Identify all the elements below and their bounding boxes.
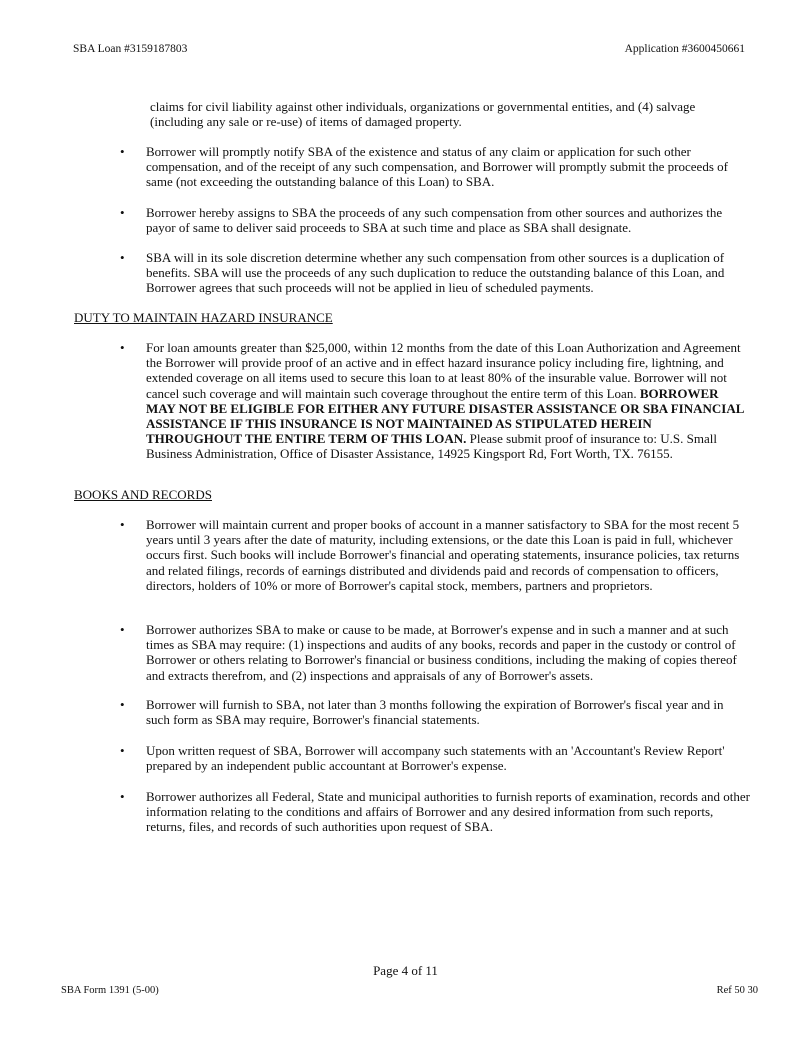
bullet-icon: • bbox=[120, 144, 125, 159]
list-item bbox=[120, 144, 750, 190]
list-item-text: Borrower will furnish to SBA, not later than 3 months following the expiration of Borrower's fiscal year and in such form as SBA may require, Borrower's financial statements. bbox=[146, 697, 724, 728]
list-item bbox=[120, 697, 750, 728]
list-item-text: SBA will in its sole discretion determine whether any such compensation from other sources is a duplication of benefits. SBA will use the proceeds of any such duplication to reduce the outstanding balance of this Loan, and Borrower agrees that such proceeds will not be applied in lieu of scheduled payments. bbox=[146, 250, 725, 296]
books-records-heading: BOOKS AND RECORDS bbox=[74, 487, 212, 502]
list-item bbox=[120, 517, 750, 593]
page-number: Page 4 of 11 bbox=[373, 963, 438, 978]
bullet-icon: • bbox=[120, 697, 125, 712]
bullet-icon: • bbox=[120, 789, 125, 804]
list-item-text: Borrower will promptly notify SBA of the existence and status of any claim or application for such other compensation, and of the receipt of any such compensation, and Borrower will promptly submit the proceeds of same (not exceeding the outstanding balance of this Loan) to SBA. bbox=[146, 144, 728, 190]
list-item-text: Borrower hereby assigns to SBA the proceeds of any such compensation from other sources and authorizes the payor of same to deliver said proceeds to SBA at such time and place as SBA shall designate. bbox=[146, 205, 723, 236]
form-number: SBA Form 1391 (5-00) bbox=[61, 985, 159, 996]
bullet-icon: • bbox=[120, 250, 125, 265]
bullet-icon: • bbox=[120, 743, 125, 758]
bullet-icon: • bbox=[120, 205, 125, 220]
continued-paragraph: claims for civil liability against other individuals, organizations or governmental entities, and (4) salvage (including any sale or re-use) of items of damaged property. bbox=[150, 99, 696, 130]
hazard-warning-text: BORROWER MAY NOT BE ELIGIBLE FOR EITHER ANY FUTURE DISASTER ASSISTANCE OR SBA FINANCIAL ASSISTANCE IF THIS INSURANCE IS NOT MAINTAINED AS STIPULATED HEREIN THROUGHOUT THE ENTIRE TERM OF THIS LOAN. bbox=[146, 385, 744, 447]
bullet-icon: • bbox=[120, 517, 125, 532]
bullet-icon: • bbox=[120, 622, 125, 637]
application-number: Application #3600450661 bbox=[624, 43, 745, 55]
list-item bbox=[120, 250, 750, 296]
hazard-insurance-item bbox=[120, 340, 750, 462]
bullet-icon: • bbox=[120, 340, 125, 355]
list-item bbox=[120, 205, 750, 236]
list-item-text: Borrower authorizes all Federal, State and municipal authorities to furnish reports of examination, records and other information relating to the conditions and affairs of Borrower and any desired information from such reports, returns, files, and records of such authorities upon request of SBA. bbox=[146, 789, 750, 835]
list-item bbox=[120, 789, 750, 835]
list-item-text: Borrower will maintain current and proper books of account in a manner satisfactory to SBA for the most recent 5 years until 3 years after the date of maturity, including extensions, or the date this Loan is paid in full, whichever occurs first. Such books will include Borrower's financial and operating statements, insurance policies, tax returns and related filings, records of earnings distributed and dividends paid and records of compensation to officers, directors, holders of 10% or more of Borrower's capital stock, members, partners and proprietors. bbox=[146, 517, 740, 593]
loan-number: SBA Loan #3159187803 bbox=[73, 43, 188, 55]
list-item bbox=[120, 622, 750, 683]
hazard-text-address: Please submit proof of insurance to: U.S. Small Business Administration, Office of Disaster Assistance, 14925 Kingsport Rd, Fort Worth, TX. 76155. bbox=[146, 431, 717, 462]
hazard-insurance-heading: DUTY TO MAINTAIN HAZARD INSURANCE bbox=[74, 310, 333, 325]
list-item bbox=[120, 743, 750, 774]
list-item-text: Borrower authorizes SBA to make or cause to be made, at Borrower's expense and in such a manner and at such times as SBA may require: (1) inspections and audits of any books, records and paper in the custody or control of Borrower or others relating to Borrower's financial or business conditions, including the making of copies thereof and extracts therefrom, and (2) inspections and appraisals of any of Borrower's assets. bbox=[146, 622, 737, 683]
reference-code: Ref 50 30 bbox=[716, 985, 758, 996]
hazard-text-intro: For loan amounts greater than $25,000, within 12 months from the date of this Loan Authorization and Agreement the Borrower will provide proof of an active and in effect hazard insurance policy including fire, lightning, and extended coverage on all items used to secure this loan to at least 80% of the insurable value. Borrower will not cancel such coverage and will maintain such coverage throughout the entire term of this Loan. bbox=[146, 340, 741, 401]
list-item-text: Upon written request of SBA, Borrower will accompany such statements with an 'Accountant's Review Report' prepared by an independent public accountant at Borrower's expense. bbox=[146, 743, 725, 774]
